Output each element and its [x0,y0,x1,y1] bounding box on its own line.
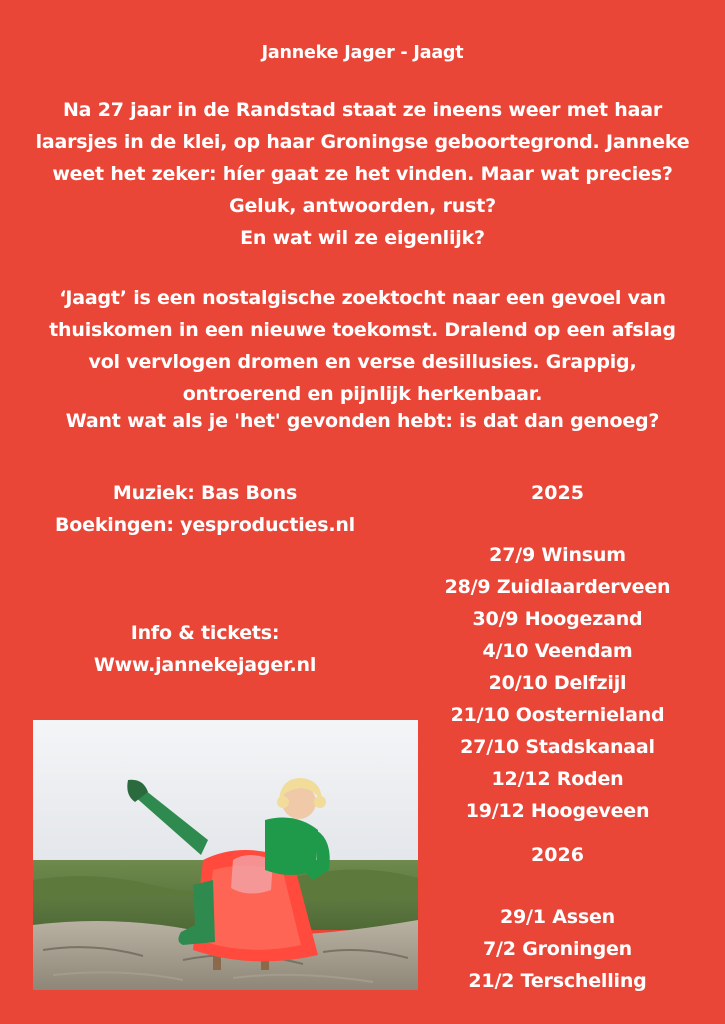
intro-line: Na 27 jaar in de Randstad staat ze ineens weer met haar [62,99,663,121]
intro-line: laarsjes in de klei, op haar Groningse geboortegrond. Janneke [35,131,690,153]
schedule-2025 [405,477,710,509]
info-label: Info & tickets: [130,622,280,644]
date-item: 21/10 Oosternieland [450,704,665,726]
year-heading: 2025 [531,482,584,504]
intro-line: Geluk, antwoorden, rust? [229,195,496,217]
description-line: Want wat als je 'het' gevonden hebt: is dat dan genoeg? [65,410,660,432]
date-item: 7/2 Groningen [483,938,632,960]
performer-photo [33,720,418,990]
date-item: 19/12 Hoogeveen [465,800,650,822]
date-item: 27/9 Winsum [489,544,626,566]
intro-line: weet het zeker: híer gaat ze het vinden. Maar wat precies? [52,163,673,185]
description-line: ontroerend en pijnlijk herkenbaar. [182,383,543,405]
date-item: 12/12 Roden [491,768,624,790]
description-line: ‘Jaagt’ is een nostalgische zoektocht naar een gevoel van [59,287,666,309]
website-link[interactable]: Www.jannekejager.nl [93,654,317,676]
schedule-2026 [405,839,710,871]
description-line: vol vervlogen dromen en verse desillusies. Grappig, [88,351,637,373]
date-item: 20/10 Delfzijl [488,672,627,694]
date-item: 29/1 Assen [500,906,615,928]
date-item: 28/9 Zuidlaarderveen [444,576,671,598]
show-title: Janneke Jager - Jaagt [261,43,464,63]
year-heading: 2026 [531,844,584,866]
description-line: thuiskomen in een nieuwe toekomst. Dralend op een afslag [49,319,676,341]
date-item: 27/10 Stadskanaal [460,736,655,758]
credits [30,477,380,541]
date-item: 4/10 Veendam [482,640,633,662]
intro-line: En wat wil ze eigenlijk? [240,227,485,249]
date-item: 30/9 Hoogezand [472,608,643,630]
performer-photo-illustration [33,720,418,990]
bookings-credit: Boekingen: yesproducties.nl [55,514,355,536]
dates-2026 [405,901,710,997]
music-credit: Muziek: Bas Bons [112,482,298,504]
dates-2025 [405,539,710,827]
date-item: 21/2 Terschelling [468,970,647,992]
info-tickets [30,617,380,681]
